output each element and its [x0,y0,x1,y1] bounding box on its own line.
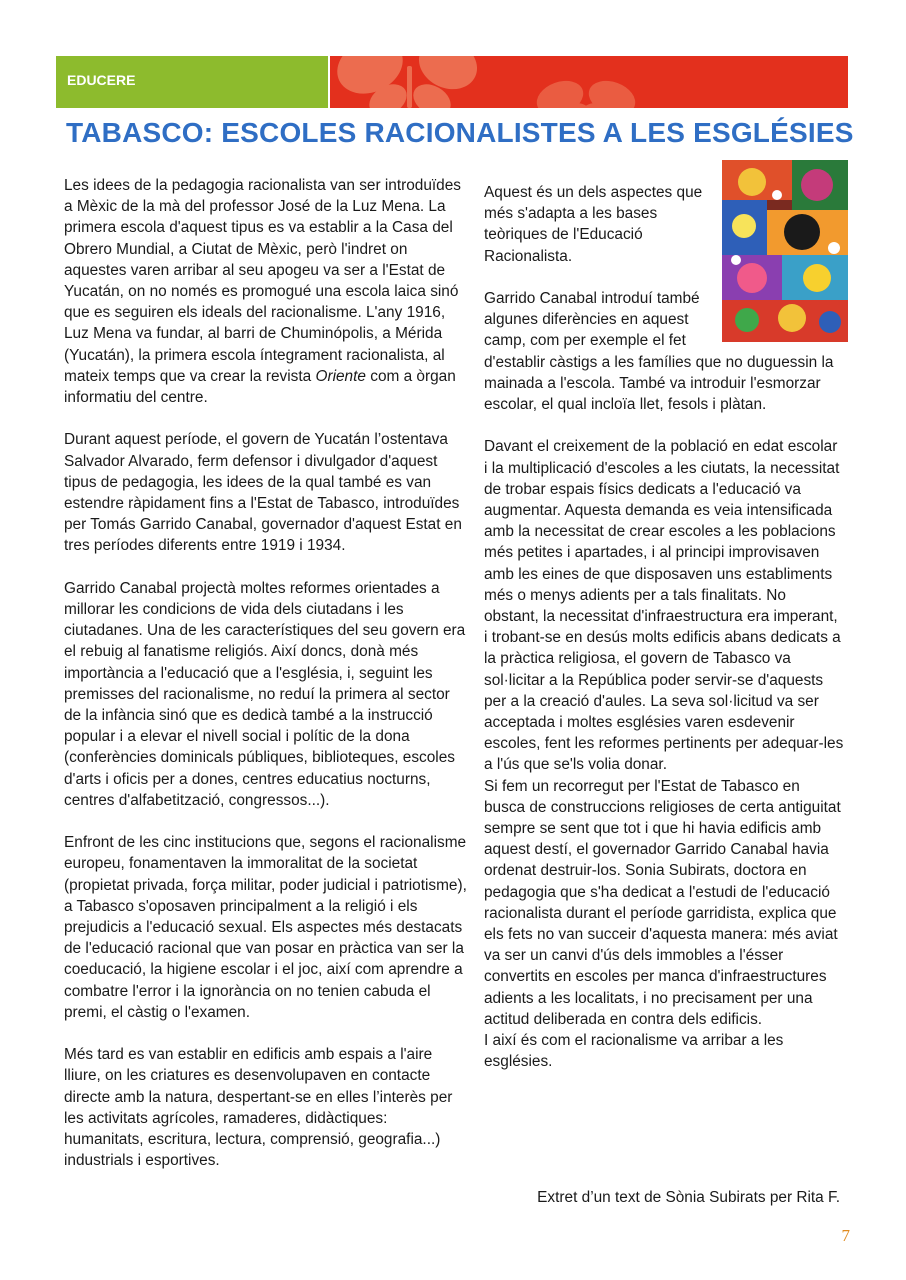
signature: Extret d’un text de Sònia Subirats per Rita F. [537,1189,840,1206]
paragraph: Aquest és un dels aspectes que més s'adapta a les bases teòriques de l'Educació Racionalista. [484,184,703,265]
paragraph: Més tard es van establir en edificis amb espais a l'aire lliure, on les criatures es desenvolupaven en contacte directe amb la natura, despertant-se en elles l’interès per les activitats agrícoles, ramaderes, didàctiques: humanitats, escritura, lectura, comprensió, geografia...) industrials i esportives. [64,1046,453,1170]
butterfly-icon [330,56,848,108]
paragraph: I així és com el racionalisme va arribar a les esglésies. [484,1032,784,1071]
decorative-banner [330,56,848,108]
left-column [64,175,468,1193]
paragraph: Enfront de les cinc institucions que, segons el racionalisme europeu, fonamentaven la immoralitat de la societat (propietat privada, força militar, poder judicial i patriotisme), a Tabasco s'oposaven principalment a la religió i els prejudicis a l'educació sexual. Els aspectes més destacats de l'educació racional que van posar en pràctica van ser la coeducació, la higiene escolar i el joc, així com aprendre a combatre l'error i la ignorància on no tenien cabuda el premi, el càstig o l'examen. [64,834,467,1021]
paragraph: Garrido Canabal introduí també algunes diferències en aquest camp, com per exemple el fet d'establir càstigs a les famílies que no duguessin la mainada a l'escola. També va introduir l'esmorzar escolar, el qual incloïa llet, fesols i plàtan. [484,290,834,414]
right-column [484,182,844,1094]
header-band [56,56,848,108]
paragraph: Les idees de la pedagogia racionalista van ser introduïdes a Mèxic de la mà del professor José de la Luz Mena. La primera escola d'aquest tipus es va establir a la Casa del Obrero Mundial, a Ciutat de Mèxic, però l'indret on aquestes varen arribar al seu apogeu va ser a l'Estat de Yucatán, on no només es promogué una escola laica sinó que es seguiren els ideals del racionalisme. L'any 1916, Luz Mena va fundar, al barri de Chuminópolis, a Mérida (Yucatán), la primera escola íntegrament racionalista, al mateix temps que va crear la revista Oriente com a òrgan informatiu del centre. [64,177,462,407]
section-label: EDUCERE [56,56,328,108]
paragraph: Davant el creixement de la població en edat escolar i la multiplicació d'escoles a les ciutats, la necessitat de trobar espais físics dedicats a l'educació va augmentar. Aquesta demanda es veia intensificada amb la necessitat de crear escoles a les poblacions més petites i apartades, i al principi improvisaven amb les eines de que disposaven uns establiments més o menys adients per a tals finalitats. No obstant, la necessitat d'infraestructura era imperant, i trobant-se en desús molts edificis abans dedicats a la pràctica religiosa, el govern de Tabasco va sol·licitar a la República poder servir-se d'aquests per a la creació d'aules. La seva sol·licitud va ser acceptada i moltes esglésies varen esdevenir escoles, fent les reformes pertinents per adequar-les a l'ús que se'ls volia donar. [484,438,844,774]
paragraph: Si fem un recorregut per l'Estat de Tabasco en busca de construccions religioses de certa antiguitat sempre se sent que tot i que hi havia edificis amb aquest destí, el governador Garrido Canabal havia ordenat destruir-los. Sonia Subirats, doctora en pedagogia que s'ha dedicat a l'estudi de l'educació racionalista durant el període garridista, explica que els fets no van succeir d'aquesta manera: més aviat va ser un canvi d'ús dels immobles a l'ésser convertits en escoles per manca d'infraestructures adients a les localitats, i no precisament per una actitud deliberada en contra dels edificis. [484,777,841,1028]
paragraph: Durant aquest període, el govern de Yucatán l’ostentava Salvador Alvarado, ferm defensor i divulgador d'aquest tipus de pedagogia, les idees de la qual també es van estendre ràpidament fins a l'Estat de Tabasco, introduïdes per Tomás Garrido Canabal, governador d'aquest Estat en tres períodes diferents entre 1919 i 1934. [64,431,462,555]
page-number: 7 [841,1226,850,1245]
colorful-artwork-image [722,160,848,342]
page-title: TABASCO: ESCOLES RACIONALISTES A LES ESGLÉSIES [66,117,854,148]
paragraph: Garrido Canabal projectà moltes reformes orientades a millorar les condicions de vida dels ciutadans i les ciutadanes. Una de les característiques del seu govern era el rebuig al fanatisme religiós. Així doncs, donà més importància a l'educació que a l'església, i, seguint les premisses del racionalisme, no reduí la primera al sector de la infància sinó que es dedicà també a la instrucció popular i a elevar el nivell social i polític de la dona (conferències dominicals públiques, biblioteques, escoles d'arts i oficis per a dones, centres educatius nocturns, centres d'alfabetització, congressos...). [64,579,466,809]
